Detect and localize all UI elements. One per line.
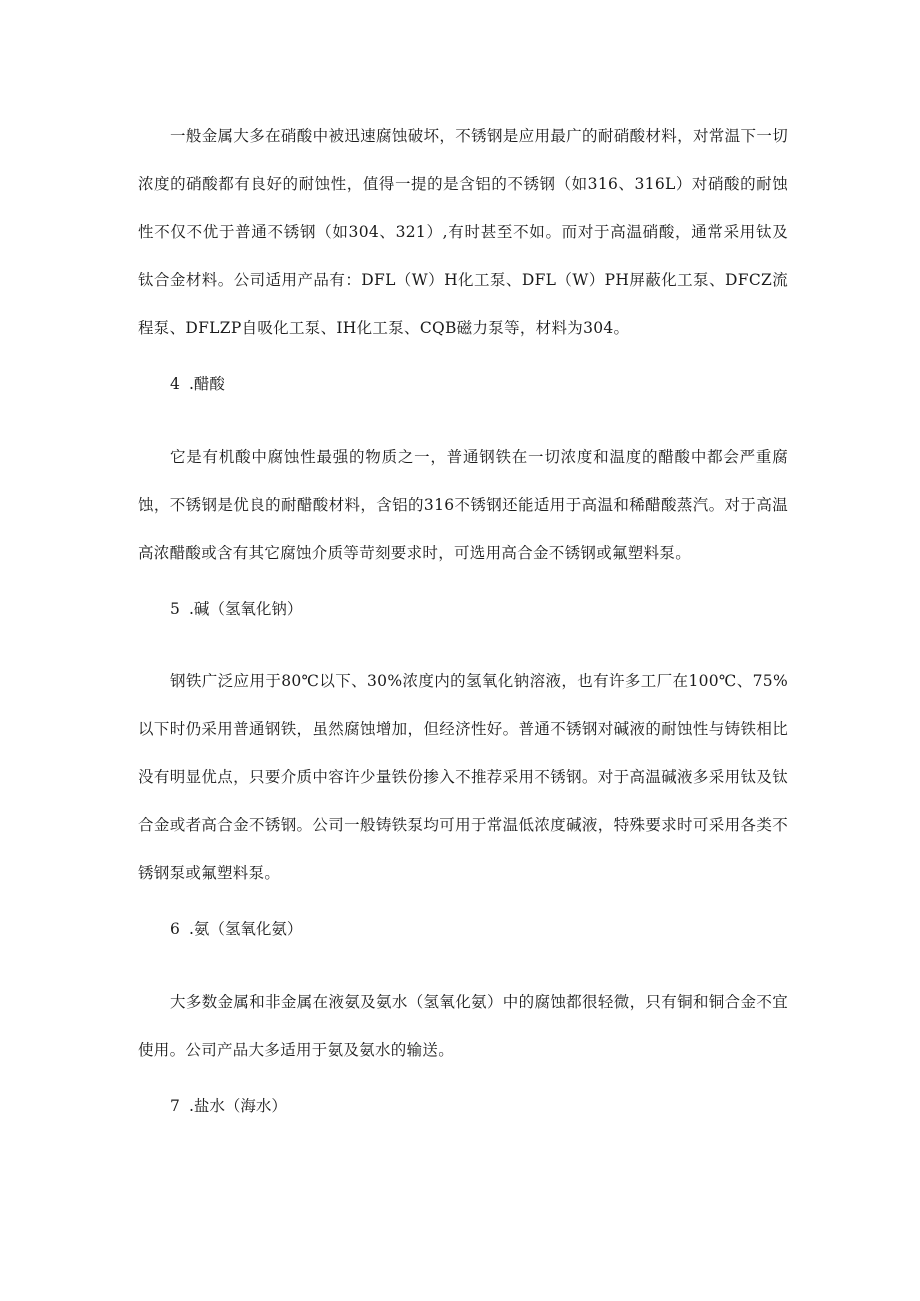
paragraph-nitric-acid: 一般金属大多在硝酸中被迅速腐蚀破坏，不锈钢是应用最广的耐硝酸材料，对常温下一切浓度的硝酸都有良好的耐蚀性，值得一提的是含铝的不锈钢（如316、316L）对硝酸的耐蚀性不仅不优于普通不锈钢（如304、321）,有时甚至不如。而对于高温硝酸，通常采用钛及钛合金材料。公司适用产品有：DFL（W）H化工泵、DFL（W）PH屏蔽化工泵、DFCZ流程泵、DFLZP自吸化工泵、IH化工泵、CQB磁力泵等，材料为304。: [138, 127, 788, 337]
section-title: .碱（氢氧化钠）: [188, 600, 303, 618]
section-heading-brine: [170, 1094, 287, 1118]
section-heading-ammonia: [170, 917, 302, 941]
paragraph-ammonia: 大多数金属和非金属在液氨及氨水（氢氧化氨）中的腐蚀都很轻微，只有铜和铜合金不宜使用。公司产品大多适用于氨及氨水的输送。: [138, 993, 788, 1059]
section-number: 7: [170, 1097, 180, 1115]
section-heading-alkali: [170, 597, 302, 621]
section-number: 6: [170, 920, 180, 938]
section-title: .醋酸: [188, 375, 225, 393]
section-heading-acetic-acid: [170, 372, 225, 396]
section-number: 5: [170, 600, 180, 618]
paragraph-alkali: 钢铁广泛应用于80℃以下、30%浓度内的氢氧化钠溶液，也有许多工厂在100℃、75%以下时仍采用普通钢铁，虽然腐蚀增加，但经济性好。普通不锈钢对碱液的耐蚀性与铸铁相比没有明显优点，只要介质中容许少量铁份掺入不推荐采用不锈钢。对于高温碱液多采用钛及钛合金或者高合金不锈钢。公司一般铸铁泵均可用于常温低浓度碱液，特殊要求时可采用各类不锈钢泵或氟塑料泵。: [138, 672, 788, 882]
paragraph-acetic-acid: 它是有机酸中腐蚀性最强的物质之一，普通钢铁在一切浓度和温度的醋酸中都会严重腐蚀，不锈钢是优良的耐醋酸材料，含铝的316不锈钢还能适用于高温和稀醋酸蒸汽。对于高温高浓醋酸或含有其它腐蚀介质等苛刻要求时，可选用高合金不锈钢或氟塑料泵。: [138, 448, 788, 562]
section-title: .盐水（海水）: [188, 1097, 287, 1115]
section-number: 4: [170, 375, 180, 393]
section-title: .氨（氢氧化氨）: [188, 920, 303, 938]
